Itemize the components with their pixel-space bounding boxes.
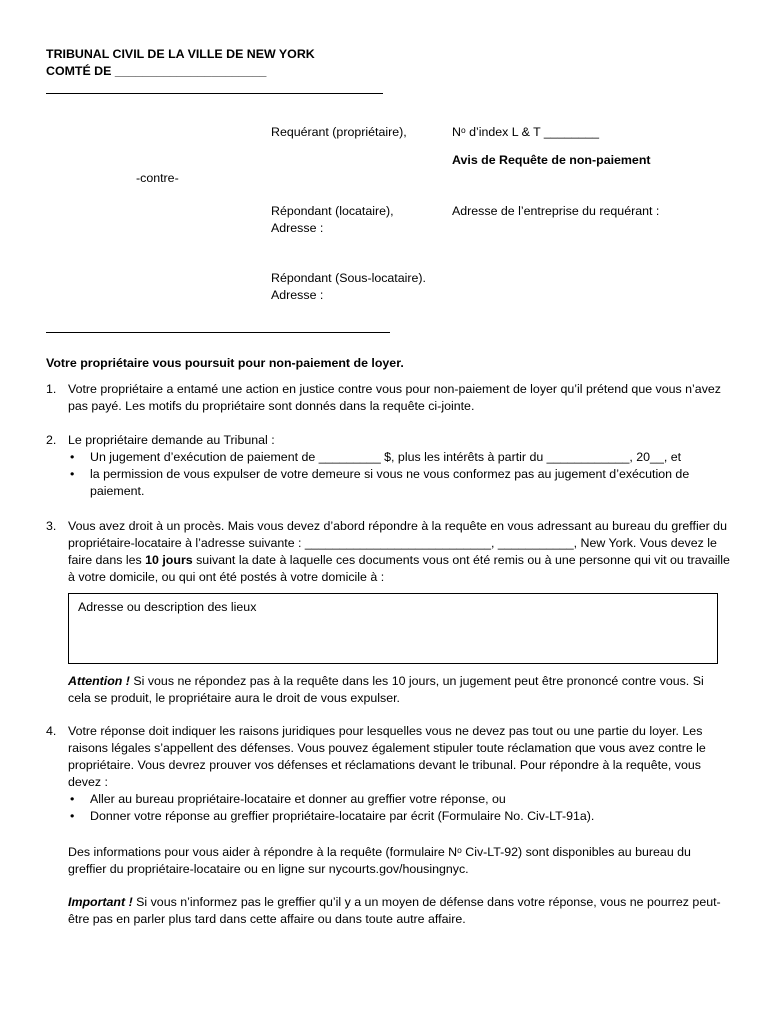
- item-4-text: Votre réponse doit indiquer les raisons juridiques pour lesquelles vous ne devez pas tout ou une partie du loyer. Les raisons légales s’appellent des défenses. Vous pouvez également stipuler toute réclamation que vous avez contre le propriétaire. Vous devrez prouver vos défenses et réclamations devant le tribunal. Pour répondre à la requête, vous devez :: [68, 724, 706, 789]
- attention-text: Si vous ne répondez pas à la requête dans les 10 jours, un jugement peut être prononcé contre vous. Si cela se produit, le propriétaire aura le droit de vous expulser.: [68, 674, 704, 705]
- index-number: Nᵒ d’index L & T ________: [452, 125, 600, 139]
- item-3-number: 3.: [46, 519, 57, 533]
- item-3-text: [68, 518, 736, 586]
- respondent-subtenant-label: Répondant (Sous-locataire).: [271, 271, 426, 285]
- attention-note: [68, 673, 728, 707]
- item-4-list: [68, 791, 736, 825]
- important-label: Important !: [68, 895, 133, 909]
- notice-title: Avis de Requête de non-paiement: [452, 153, 651, 167]
- court-name: TRIBUNAL CIVIL DE LA VILLE DE NEW YORK: [46, 47, 315, 61]
- business-address-label: Adresse de l’entreprise du requérant :: [452, 204, 660, 218]
- tenant-address-label: Adresse :: [271, 221, 324, 235]
- against-label: -contre-: [136, 171, 179, 185]
- important-text: Si vous n’informez pas le greffier qu’il y a un moyen de défense dans votre réponse, vous ne pourrez peut-être pas en parler plus tard dans cette affaire ou dans toute autre affaire.: [68, 895, 721, 926]
- item-3: [46, 518, 736, 586]
- item-4-bullet-1: • Aller au bureau propriétaire-locataire et donner au greffier votre réponse, ou: [68, 791, 736, 808]
- item-3-ten-days: 10 jours: [145, 553, 193, 567]
- info-paragraph: Des informations pour vous aider à répondre à la requête (formulaire Nᵒ Civ-LT-92) sont disponibles au bureau du greffier du propriétaire-locataire ou en ligne sur nycourts.gov/housingnyc.: [68, 845, 691, 876]
- item-3-text-b: suivant la date à laquelle ces documents vous ont été remis ou à une personne qui vit ou travaille à votre domicile, ou qui ont été postés à votre domicile à :: [68, 553, 730, 584]
- item-3-text-a: Vous avez droit à un procès. Mais vous devez d’abord répondre à la requête en vous adressant au bureau du greffier du propriétaire-locataire à l’adresse suivante : ___________________________, ___________, New York. Vous devez le faire dans les: [68, 519, 727, 567]
- caption-top-rule: [46, 93, 383, 94]
- important-note: [68, 894, 728, 928]
- item-2-text: Le propriétaire demande au Tribunal :: [68, 433, 275, 447]
- item-1-text: Votre propriétaire a entamé une action en justice contre vous pour non-paiement de loyer qu’il prétend que vous n’avez pas payé. Les motifs du propriétaire sont donnés dans la requête ci-jointe.: [68, 382, 721, 413]
- subtenant-address-label: Adresse :: [271, 288, 324, 302]
- intro-heading: Votre propriétaire vous poursuit pour non-paiement de loyer.: [46, 356, 404, 370]
- item-1: [46, 381, 736, 415]
- item-4-bullet-2: • Donner votre réponse au greffier propriétaire-locataire par écrit (Formulaire No. Civ-LT-91a).: [68, 808, 736, 825]
- item-2-bullet-2: • la permission de vous expulser de votre demeure si vous ne vous conformez pas au jugement d’exécution de paiement.: [68, 466, 736, 500]
- item-4-number: 4.: [46, 724, 57, 738]
- premises-address-box[interactable]: [68, 593, 718, 664]
- attention-label: Attention !: [68, 674, 130, 688]
- petitioner-label: Requérant (propriétaire),: [271, 125, 407, 139]
- item-2-list: [68, 449, 736, 500]
- item-2: [46, 432, 736, 500]
- item-2-number: 2.: [46, 433, 57, 447]
- county-line: COMTÉ DE ______________________: [46, 64, 267, 78]
- respondent-tenant-label: Répondant (locataire),: [271, 204, 394, 218]
- caption-bottom-rule: [46, 332, 390, 333]
- item-4: [46, 723, 736, 825]
- item-2-bullet-1: • Un jugement d’exécution de paiement de _________ $, plus les intérêts à partir du ____________, 20__, et: [68, 449, 736, 466]
- item-1-number: 1.: [46, 382, 57, 396]
- premises-address-label: Adresse ou description des lieux: [78, 600, 257, 614]
